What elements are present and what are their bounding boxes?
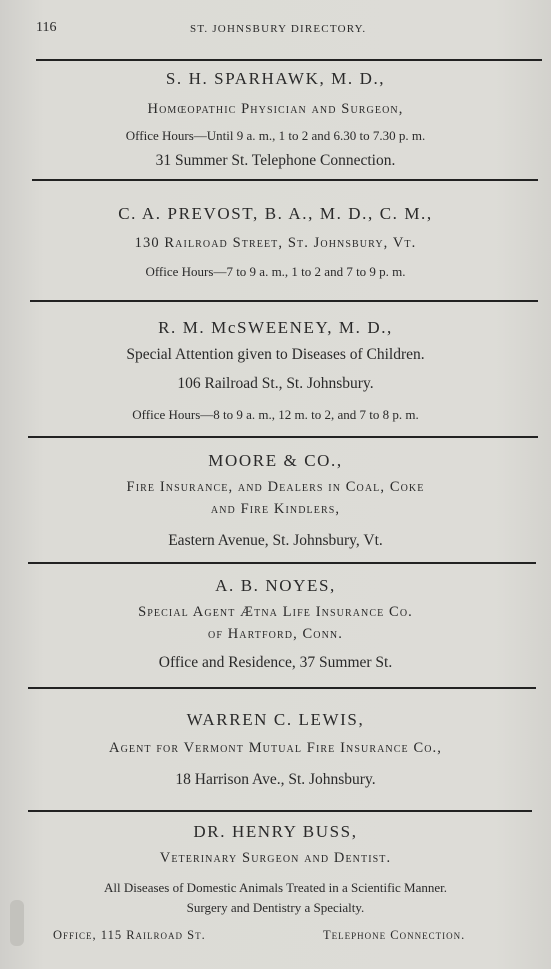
ad-line: Agent for Vermont Mutual Fire Insurance Co., — [109, 740, 442, 756]
ad-line: Surgery and Dentistry a Specialty. — [186, 900, 365, 915]
ad-name: WARREN C. LEWIS, — [186, 710, 365, 729]
ad-name: C. A. PREVOST, B. A., M. D., C. M., — [118, 204, 433, 223]
running-title: ST. JOHNSBURY DIRECTORY. — [190, 23, 367, 35]
page-smudge — [10, 900, 24, 946]
divider-rule — [30, 300, 538, 302]
ad-name: MOORE & CO., — [208, 451, 343, 470]
ad-line: and Fire Kindlers, — [210, 501, 341, 517]
ad-line: Homœopathic Physician and Surgeon, — [147, 101, 404, 117]
ad-name: DR. HENRY BUSS, — [193, 822, 358, 841]
ad-footer-address: Office, 115 Railroad St. — [53, 928, 206, 942]
ad-line: 18 Harrison Ave., St. Johnsbury. — [175, 771, 376, 788]
divider-rule — [36, 59, 542, 61]
ad-line: 31 Summer St. Telephone Connection. — [155, 152, 396, 169]
divider-rule — [28, 810, 532, 812]
divider-rule — [28, 562, 536, 564]
ad-line: Veterinary Surgeon and Dentist. — [159, 850, 392, 866]
divider-rule — [32, 179, 538, 181]
ad-line: 106 Railroad St., St. Johnsbury. — [177, 375, 374, 392]
ad-footer-telephone: Telephone Connection. — [323, 928, 466, 942]
ad-line: of Hartford, Conn. — [208, 626, 343, 642]
ad-line: Office and Residence, 37 Summer St. — [158, 654, 393, 671]
ad-name: A. B. NOYES, — [215, 576, 336, 595]
ad-line: Special Agent Ætna Life Insurance Co. — [138, 604, 413, 620]
ad-line: Special Attention given to Diseases of Children. — [126, 346, 425, 363]
ad-line: Office Hours—7 to 9 a. m., 1 to 2 and 7 to 9 p. m. — [145, 264, 406, 279]
ad-line: Fire Insurance, and Dealers in Coal, Coke — [126, 479, 425, 495]
ad-line: Eastern Avenue, St. Johnsbury, Vt. — [168, 532, 383, 549]
ad-line: Office Hours—8 to 9 a. m., 12 m. to 2, and 7 to 8 p. m. — [132, 407, 419, 422]
ad-name: S. H. SPARHAWK, M. D., — [165, 69, 386, 88]
ad-line: All Diseases of Domestic Animals Treated in a Scientific Manner. — [104, 880, 447, 895]
ad-line: Office Hours—Until 9 a. m., 1 to 2 and 6.30 to 7.30 p. m. — [125, 128, 426, 143]
ad-name: R. M. McSWEENEY, M. D., — [158, 318, 393, 337]
divider-rule — [28, 436, 538, 438]
divider-rule — [28, 687, 536, 689]
page-number: 116 — [36, 20, 57, 35]
running-header — [0, 18, 551, 42]
ad-line: 130 Railroad Street, St. Johnsbury, Vt. — [134, 235, 417, 251]
